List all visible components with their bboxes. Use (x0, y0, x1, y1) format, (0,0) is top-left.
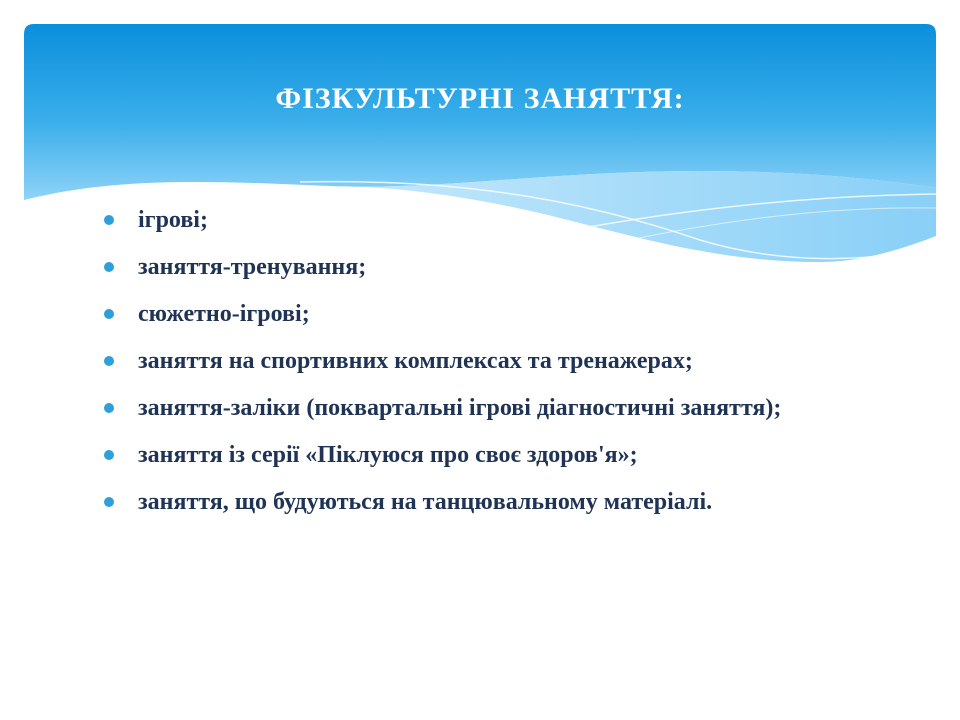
round-bullet-icon (104, 403, 114, 413)
list-item (100, 296, 858, 332)
list-item-text: заняття на спортивних комплексах та тренажерах; (138, 348, 693, 374)
list-item (100, 390, 858, 426)
list-item (100, 343, 858, 379)
round-bullet-icon (104, 309, 114, 319)
list-item (100, 249, 858, 285)
list-item (100, 484, 858, 520)
round-bullet-icon (104, 262, 114, 272)
slide-title: ФІЗКУЛЬТУРНІ ЗАНЯТТЯ: (275, 82, 685, 115)
round-bullet-icon (104, 356, 114, 366)
list-item-text: заняття із серії «Піклуюся про своє здоров'я»; (138, 442, 638, 468)
list-item-text: заняття-заліки (поквартальні ігрові діагностичні заняття); (138, 395, 782, 421)
list-item-text: сюжетно-ігрові; (138, 301, 310, 327)
round-bullet-icon (104, 497, 114, 507)
round-bullet-icon (104, 215, 114, 225)
list-item-text: заняття, що будуються на танцювальному матеріалі. (138, 489, 713, 515)
list-item (100, 437, 858, 473)
list-item (100, 202, 858, 238)
list-item-text: заняття-тренування; (138, 254, 367, 280)
bullet-list (100, 202, 858, 531)
round-bullet-icon (104, 450, 114, 460)
list-item-text: ігрові; (138, 207, 208, 233)
